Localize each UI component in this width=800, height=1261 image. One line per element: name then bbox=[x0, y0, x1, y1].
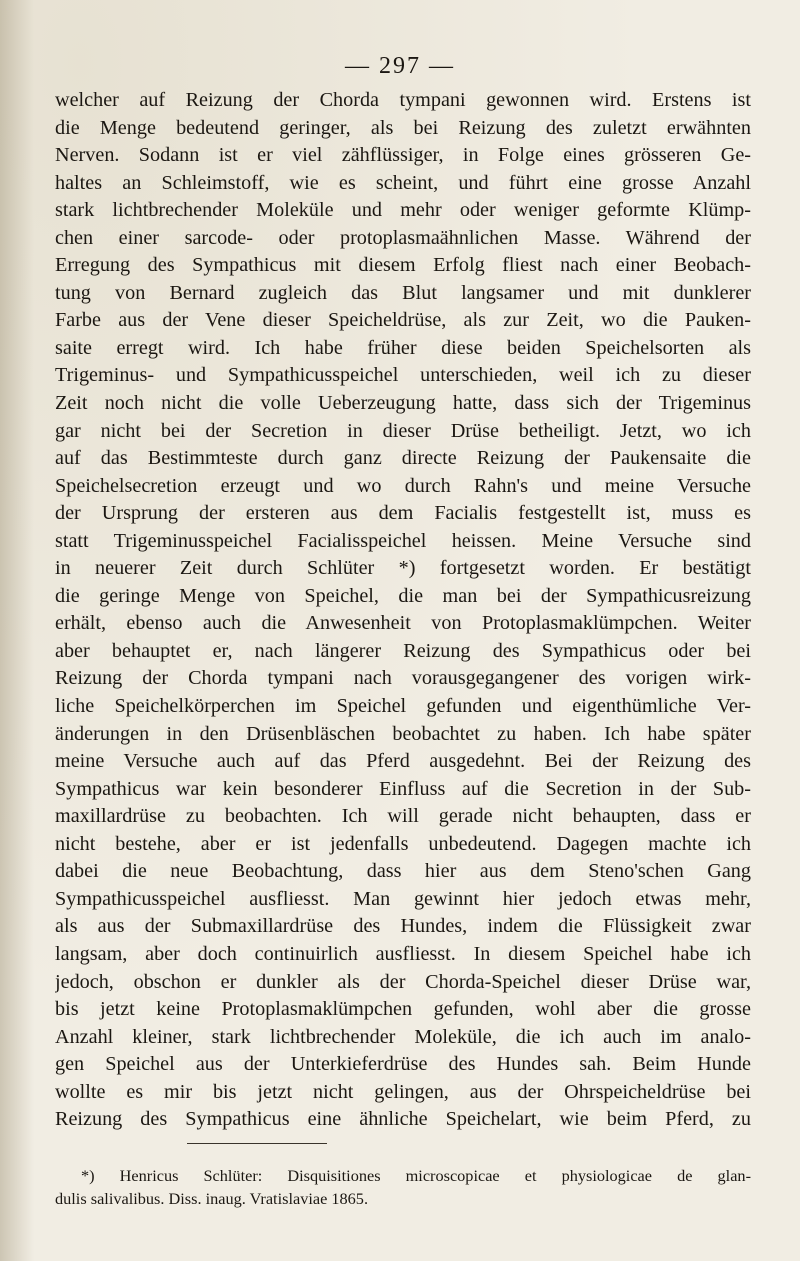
text-line: Erregung des Sympathicus mit diesem Erfolg fliest nach einer Beobach- bbox=[55, 254, 751, 277]
text-line: chen einer sarcode- oder protoplasmaähnlichen Masse. Während der bbox=[55, 226, 751, 249]
text-line: stark lichtbrechender Moleküle und mehr oder weniger geformte Klümp- bbox=[55, 199, 751, 222]
text-line: langsam, aber doch continuirlich ausfliesst. In diesem Speichel habe ich bbox=[55, 942, 751, 965]
text-line: wollte es mir bis jetzt nicht gelingen, aus der Ohrspeicheldrüse bei bbox=[55, 1080, 751, 1103]
text-line: Speichelsecretion erzeugt und wo durch Rahn's und meine Versuche bbox=[55, 474, 751, 497]
text-line: Zeit noch nicht die volle Ueberzeugung hatte, dass sich der Trigeminus bbox=[55, 392, 751, 415]
text-line: gen Speichel aus der Unterkieferdrüse des Hundes sah. Beim Hunde bbox=[55, 1053, 751, 1076]
text-line: änderungen in den Drüsenbläschen beobachtet zu haben. Ich habe später bbox=[55, 722, 751, 745]
text-line: die Menge bedeutend geringer, als bei Reizung des zuletzt erwähnten bbox=[55, 116, 751, 139]
text-line: aber behauptet er, nach längerer Reizung des Sympathicus oder bei bbox=[55, 639, 751, 662]
text-line: Reizung der Chorda tympani nach vorausgegangener des vorigen wirk- bbox=[55, 667, 751, 690]
footnote bbox=[55, 1165, 751, 1210]
text-line: gar nicht bei der Secretion in dieser Drüse betheiligt. Jetzt, wo ich bbox=[55, 419, 751, 442]
text-line: Reizung des Sympathicus eine ähnliche Speichelart, wie beim Pferd, zu bbox=[55, 1108, 751, 1131]
text-line: auf das Bestimmteste durch ganz directe Reizung der Paukensaite die bbox=[55, 447, 751, 470]
text-line: saite erregt wird. Ich habe früher diese beiden Speichelsorten als bbox=[55, 336, 751, 359]
text-line: als aus der Submaxillardrüse des Hundes, indem die Flüssigkeit zwar bbox=[55, 915, 751, 938]
page-number: — 297 — bbox=[345, 53, 455, 79]
text-line: tung von Bernard zugleich das Blut langsamer und mit dunklerer bbox=[55, 281, 751, 304]
footnote-line: dulis salivalibus. Diss. inaug. Vratislaviae 1865. bbox=[55, 1188, 369, 1208]
text-line: welcher auf Reizung der Chorda tympani gewonnen wird. Erstens ist bbox=[55, 89, 751, 111]
text-line: maxillardrüse zu beobachten. Ich will gerade nicht behaupten, dass er bbox=[55, 805, 751, 828]
text-line: Anzahl kleiner, stark lichtbrechender Moleküle, die ich auch im analo- bbox=[55, 1025, 751, 1048]
text-line: in neuerer Zeit durch Schlüter *) fortgesetzt worden. Er bestätigt bbox=[55, 557, 751, 580]
text-line: erhält, ebenso auch die Anwesenheit von Protoplasmaklümpchen. Weiter bbox=[55, 612, 751, 635]
text-line: statt Trigeminusspeichel Facialisspeichel heissen. Meine Versuche sind bbox=[55, 529, 751, 552]
text-line: Sympathicus war kein besonderer Einfluss auf die Secretion in der Sub- bbox=[55, 777, 751, 800]
text-line: dabei die neue Beobachtung, dass hier aus dem Steno'schen Gang bbox=[55, 860, 751, 883]
text-line: bis jetzt keine Protoplasmaklümpchen gefunden, wohl aber die grosse bbox=[55, 998, 751, 1021]
text-line: Nerven. Sodann ist er viel zähflüssiger, in Folge eines grösseren Ge- bbox=[55, 144, 751, 167]
text-line: liche Speichelkörperchen im Speichel gefunden und eigenthümliche Ver- bbox=[55, 695, 751, 718]
page-edge-shadow bbox=[0, 0, 34, 1261]
footnote-divider bbox=[187, 1143, 327, 1144]
text-line: Farbe aus der Vene dieser Speicheldrüse, als zur Zeit, wo die Pauken- bbox=[55, 309, 751, 332]
text-line: jedoch, obschon er dunkler als der Chorda-Speichel dieser Drüse war, bbox=[55, 970, 751, 993]
footnote-line: *) Henricus Schlüter: Disquisitiones microscopicae et physiologicae de glan- bbox=[81, 1166, 751, 1185]
text-line: haltes an Schleimstoff, wie es scheint, und führt eine grosse Anzahl bbox=[55, 171, 751, 194]
text-line: nicht bestehe, aber er ist jedenfalls unbedeutend. Dagegen machte ich bbox=[55, 832, 751, 855]
text-line: Trigeminus- und Sympathicusspeichel unterschieden, weil ich zu dieser bbox=[55, 364, 751, 387]
text-line: die geringe Menge von Speichel, die man bei der Sympathicusreizung bbox=[55, 584, 751, 607]
text-line: meine Versuche auch auf das Pferd ausgedehnt. Bei der Reizung des bbox=[55, 750, 751, 773]
text-line: Sympathicusspeichel ausfliesst. Man gewinnt hier jedoch etwas mehr, bbox=[55, 887, 751, 910]
body-text bbox=[55, 87, 751, 1134]
text-line: der Ursprung der ersteren aus dem Facialis festgestellt ist, muss es bbox=[55, 502, 751, 525]
